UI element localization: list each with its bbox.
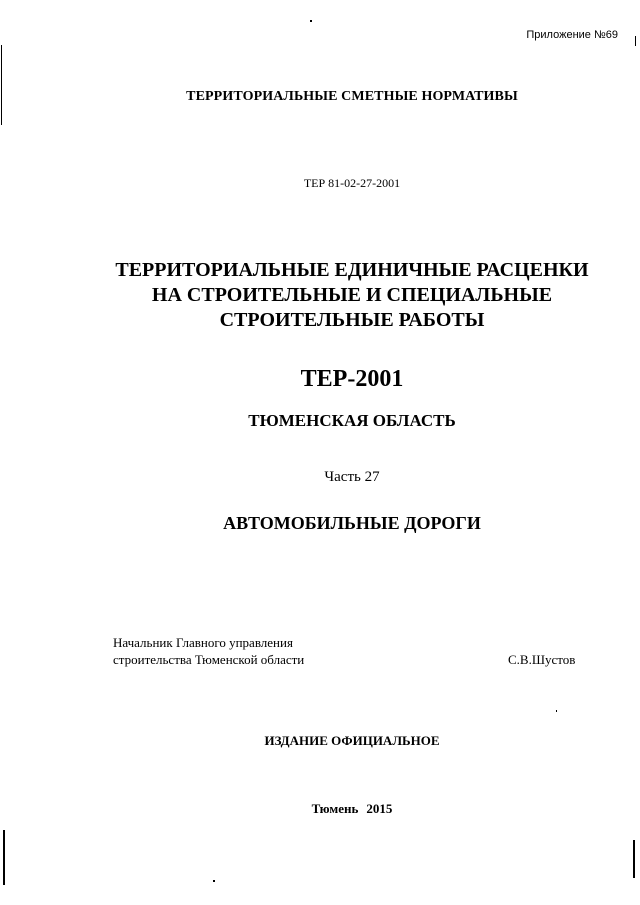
publication-year: 2015 <box>366 801 393 816</box>
publication-place-year <box>32 801 640 817</box>
signer-position-line: строительства Тюменской области <box>113 652 305 667</box>
document-code: ТЕР 81-02-27-2001 <box>303 176 401 190</box>
scan-edge-mark <box>635 36 636 46</box>
main-title-line: СТРОИТЕЛЬНЫЕ РАБОТЫ <box>219 309 485 331</box>
scan-edge-mark <box>3 830 5 885</box>
signer-position-line: Начальник Главного управления <box>113 635 293 650</box>
main-title <box>32 258 640 333</box>
edition-label: ИЗДАНИЕ ОФИЦИАЛЬНОЕ <box>264 733 440 748</box>
short-title: ТЕР-2001 <box>300 366 404 392</box>
scan-dot <box>310 20 312 22</box>
scan-dot <box>556 710 557 712</box>
main-title-line: НА СТРОИТЕЛЬНЫЕ И СПЕЦИАЛЬНЫЕ <box>151 284 553 306</box>
region-title: ТЮМЕНСКАЯ ОБЛАСТЬ <box>248 411 456 430</box>
signer-position <box>113 634 304 668</box>
section-title: АВТОМОБИЛЬНЫЕ ДОРОГИ <box>223 513 481 533</box>
part-number: Часть 27 <box>324 469 380 485</box>
publication-city: Тюмень <box>311 801 359 816</box>
scan-dot <box>213 880 215 882</box>
main-title-line: ТЕРРИТОРИАЛЬНЫЕ ЕДИНИЧНЫЕ РАСЦЕНКИ <box>115 259 589 281</box>
scan-edge-mark <box>633 840 635 878</box>
appendix-label: Приложение №69 <box>526 29 618 41</box>
scan-edge-mark <box>1 45 2 125</box>
signer-name: С.В.Шустов <box>508 652 576 667</box>
norms-title: ТЕРРИТОРИАЛЬНЫЕ СМЕТНЫЕ НОРМАТИВЫ <box>186 89 518 104</box>
